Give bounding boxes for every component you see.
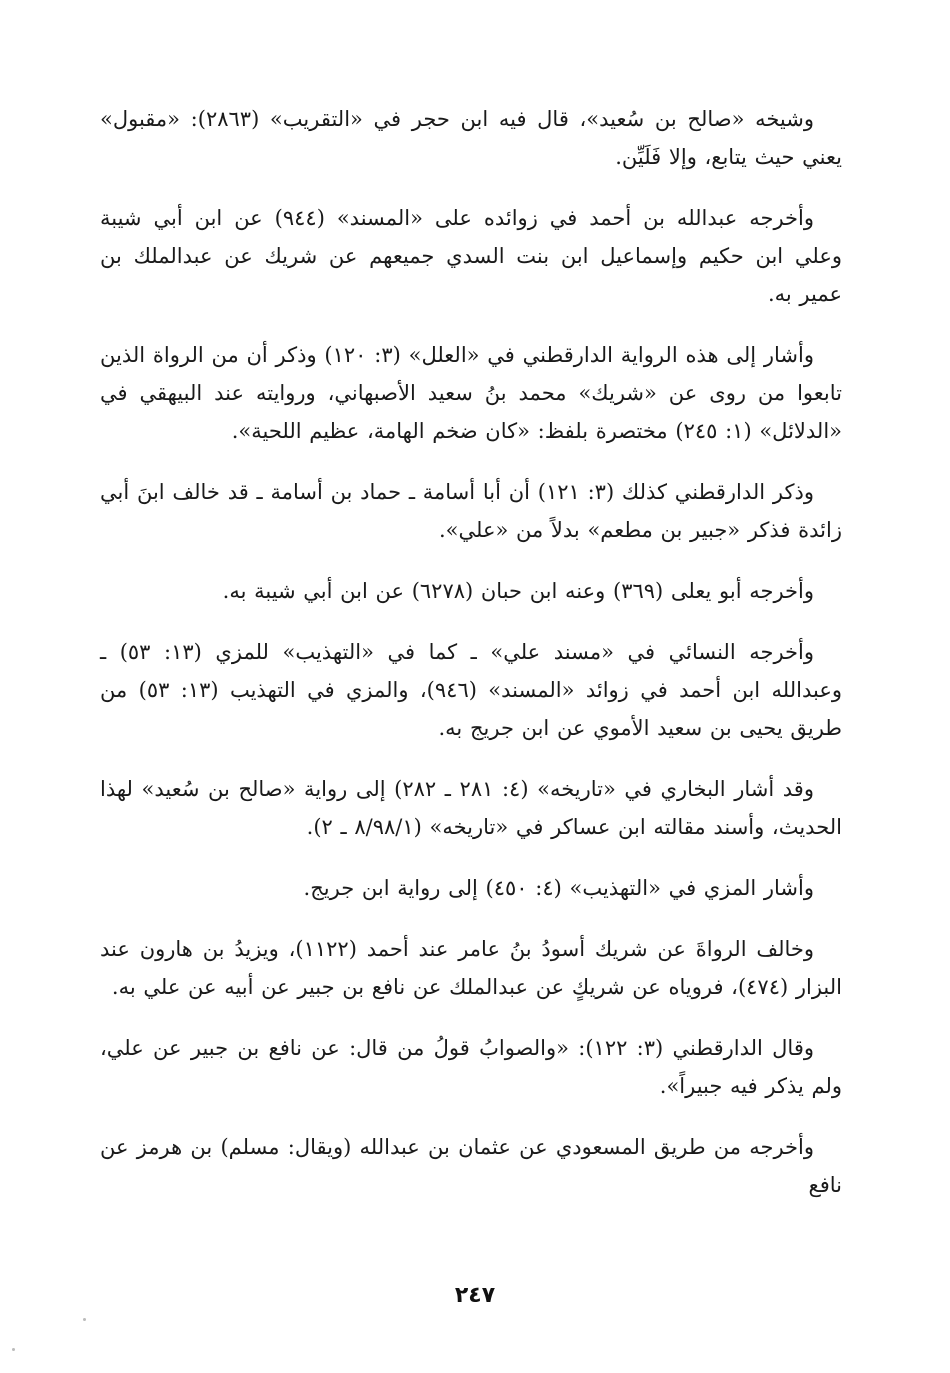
paragraph-9: وخالف الرواةَ عن شريك أسودُ بنُ عامر عند أحمد (١١٢٢)، ويزيدُ بن هارون عند البزار (٤٧٤)، فروياه عن شريكٍ عن عبدالملك عن نافع بن جبير عن أبيه عن علي به. [100, 937, 842, 999]
page-number: ٢٤٧ [454, 1283, 496, 1308]
paragraph-3: وأشار إلى هذه الرواية الدارقطني في «العلل» (٣: ١٢٠) وذكر أن من الرواة الذين تابعوا من روى عن «شريك» محمد بنُ سعيد الأصبهاني، وروايته عند البيهقي في «الدلائل» (١: ٢٤٥) مختصرة بلفظ: «كان ضخم الهامة، عظيم اللحية». [100, 343, 842, 443]
paragraph-2: وأخرجه عبدالله بن أحمد في زوائده على «المسند» (٩٤٤) عن ابن أبي شيبة وعلي ابن حكيم وإسماعيل ابن بنت السدي جميعهم عن شريك عن عبدالملك بن عمير به. [100, 206, 842, 306]
paragraph-1: وشيخه «صالح بن سُعيد»، قال فيه ابن حجر في «التقريب» (٢٨٦٣): «مقبول» يعني حيث يتابع، وإلا فَلَيِّن. [100, 107, 842, 169]
paragraph-8: وأشار المزي في «التهذيب» (٤: ٤٥٠) إلى رواية ابن جريج. [303, 876, 814, 900]
paragraph-10: وقال الدارقطني (٣: ١٢٢): «والصوابُ قولُ من قال: عن نافع بن جبير عن علي، ولم يذكر فيه جبيراً». [100, 1036, 842, 1098]
paragraph-4: وذكر الدارقطني كذلك (٣: ١٢١) أن أبا أسامة ـ حماد بن أسامة ـ قد خالف ابنَ أبي زائدة فذكر «جبير بن مطعم» بدلاً من «علي». [100, 480, 842, 542]
scan-speck [83, 1318, 86, 1321]
paragraph-11: وأخرجه من طريق المسعودي عن عثمان بن عبدالله (ويقال: مسلم) بن هرمز عن نافع [100, 1135, 842, 1197]
paragraph-5: وأخرجه أبو يعلى (٣٦٩) وعنه ابن حبان (٦٢٧٨) عن ابن أبي شيبة به. [222, 579, 814, 603]
paragraph-7: وقد أشار البخاري في «تاريخه» (٤: ٢٨١ ـ ٢٨٢) إلى رواية «صالح بن سُعيد» لهذا الحديث، وأسند مقالته ابن عساكر في «تاريخه» (٨/٩٨/١ ـ ٢). [100, 777, 842, 839]
scan-speck [12, 1348, 15, 1351]
page-body [100, 100, 842, 1227]
paragraph-6: وأخرجه النسائي في «مسند علي» ـ كما في «التهذيب» للمزي (١٣: ٥٣) ـ وعبدالله ابن أحمد في زوائد «المسند» (٩٤٦)، والمزي في التهذيب (١٣: ٥٣) من طريق يحيى بن سعيد الأموي عن ابن جريج به. [100, 640, 842, 740]
